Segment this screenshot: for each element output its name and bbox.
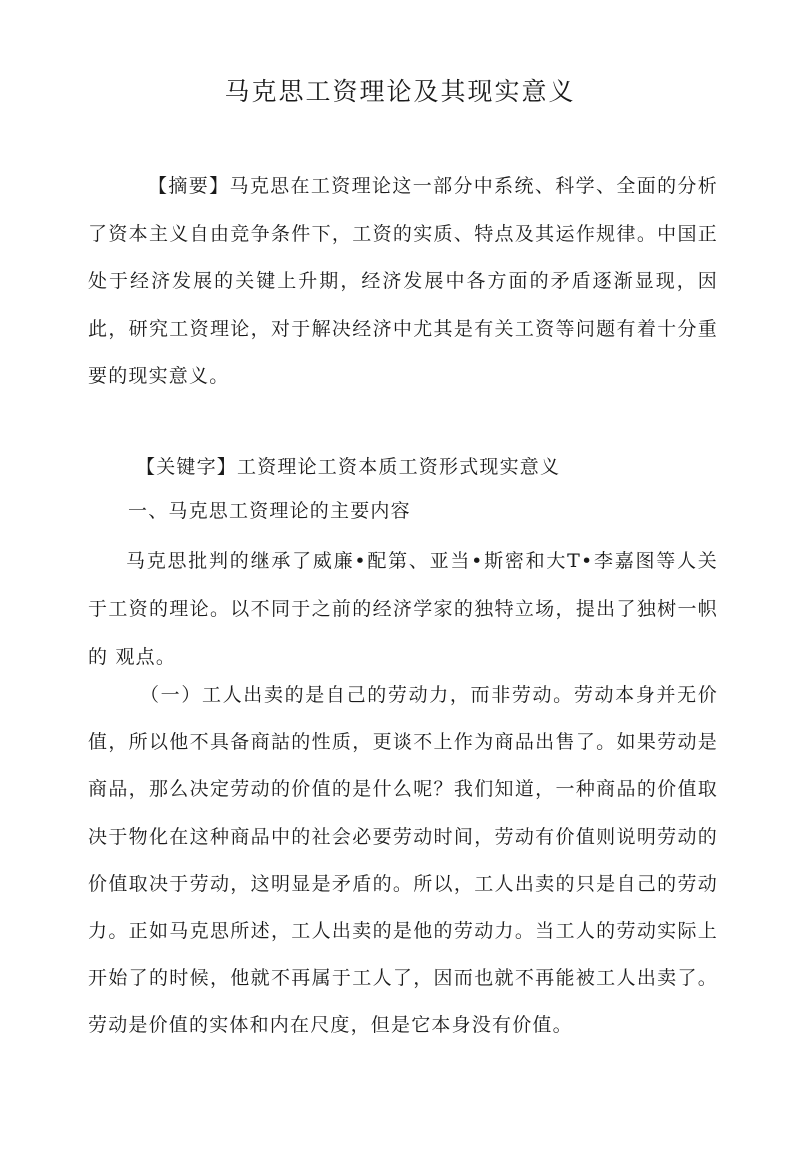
body-paragraph-2: （一）工人出卖的是自己的劳动力，而非劳动。劳动本身并无价值，所以他不具备商詁的性质，更谈不上作为商品出售了。如果劳动是商品，那么决定劳动的价值的是什么呢？我们知道，一种商品的价值取决于物化在这种商品中的社会必要劳动时间，劳动有价值则说明劳动的价值取决于劳动，这明显是矛盾的。所以，工人出卖的只是自己的劳动力。正如马克思所述，工人出卖的是他的劳动力。当工人的劳动实际上开始了的时候，他就不再属于工人了，因而也就不再能被工人出卖了。劳动是价值的实体和内在尺度，但是它本身没有价值。	[88, 684, 718, 1037]
keywords-line: 【关键字】工资理论工资本质工资形式现实意义	[136, 456, 561, 478]
document-title: 马克思工资理论及其现实意义	[224, 77, 576, 106]
abstract-paragraph: 【摘要】马克思在工资理论这一部分中系统、科学、全面的分析了资本主义自由竞争条件下，工资的实质、特点及其运作规律。中国正处于经济发展的关键上升期，经济发展中各方面的矛盾逐渐显现，因此，研究工资理论，对于解决经济中尤其是有关工资等问题有着十分重要的现实意义。	[88, 175, 718, 387]
body-paragraph-1: 马克思批判的继承了威廉•配第、亚当•斯密和大T•李嘉图等人关 于工资的理论。以不同于之前的经济学家的独特立场，提出了独树一帜的 观点。	[88, 550, 718, 668]
section-heading: 一、马克思工资理论的主要内容	[128, 500, 411, 522]
